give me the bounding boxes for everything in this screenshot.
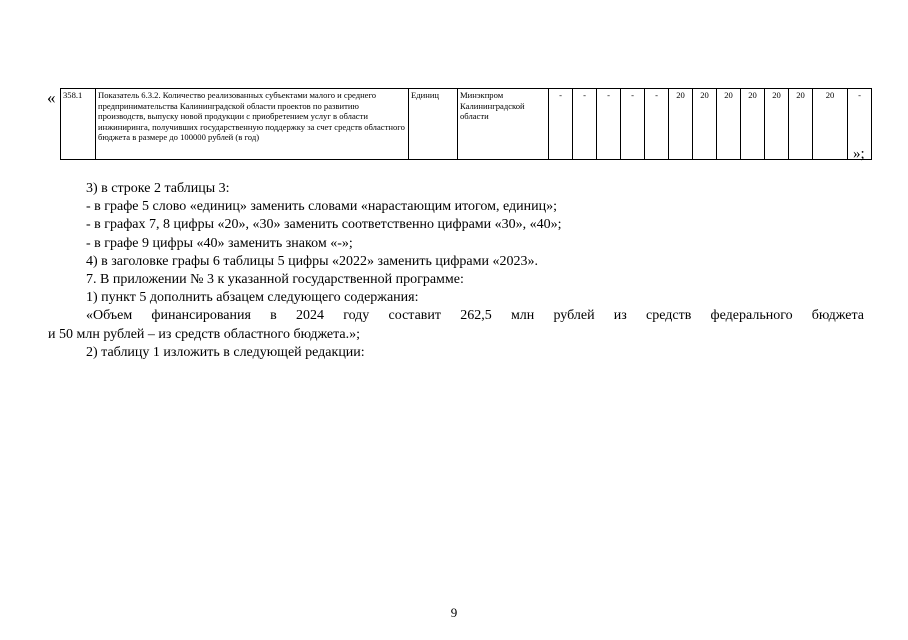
value-cell: -	[645, 89, 669, 160]
indicator-description: Показатель 6.3.2. Количество реализованных субъектами малого и среднего предпринимательства Калининградской области проектов по развитию производств, выпуску новой продукции с приобретением услуг в области инжиниринга, получивших государственную поддержку за счет средств областного бюджета в размере до 100000 рублей (в год)	[96, 89, 409, 160]
paragraph: 7. В приложении № 3 к указанной государственной программе:	[86, 272, 464, 288]
closing-quote: »;	[853, 146, 865, 162]
value-cell: 20	[813, 89, 848, 160]
unit-cell: Единиц	[409, 89, 458, 160]
paragraph: 2) таблицу 1 изложить в следующей редакции:	[86, 344, 365, 360]
value-cell: -	[848, 89, 872, 160]
table-row	[61, 89, 872, 160]
value-cell: 20	[765, 89, 789, 160]
paragraph: 1) пункт 5 дополнить абзацем следующего содержания:	[86, 290, 419, 306]
paragraph: - в графе 5 слово «единиц» заменить словами «нарастающим итогом, единиц»;	[86, 199, 557, 215]
value-cell: 20	[789, 89, 813, 160]
value-cell: -	[597, 89, 621, 160]
row-number: 358.1	[61, 89, 96, 160]
paragraph: 4) в заголовке графы 6 таблицы 5 цифры «2022» заменить цифрами «2023».	[86, 253, 538, 269]
value-cell: 20	[717, 89, 741, 160]
document-body	[0, 180, 908, 362]
paragraph: - в графах 7, 8 цифры «20», «30» заменить соответственно цифрами «30», «40»;	[86, 217, 562, 233]
value-cell: -	[549, 89, 573, 160]
value-cell: 20	[669, 89, 693, 160]
indicator-table	[60, 88, 872, 160]
paragraph: «Объем финансирования в 2024 году составит 262,5 млн рублей из средств федерального бюджета	[86, 308, 864, 324]
value-cell: 20	[693, 89, 717, 160]
page-number: 9	[450, 605, 458, 620]
paragraph: 3) в строке 2 таблицы 3:	[86, 181, 230, 196]
value-cell: -	[621, 89, 645, 160]
paragraph: - в графе 9 цифры «40» заменить знаком «-»;	[86, 235, 353, 251]
value-cell: 20	[741, 89, 765, 160]
opening-quote: «	[47, 88, 56, 107]
organization-cell: Минэкпром Калининградской области	[458, 89, 549, 160]
paragraph: и 50 млн рублей – из средств областного бюджета.»;	[48, 326, 361, 342]
value-cell: -	[573, 89, 597, 160]
